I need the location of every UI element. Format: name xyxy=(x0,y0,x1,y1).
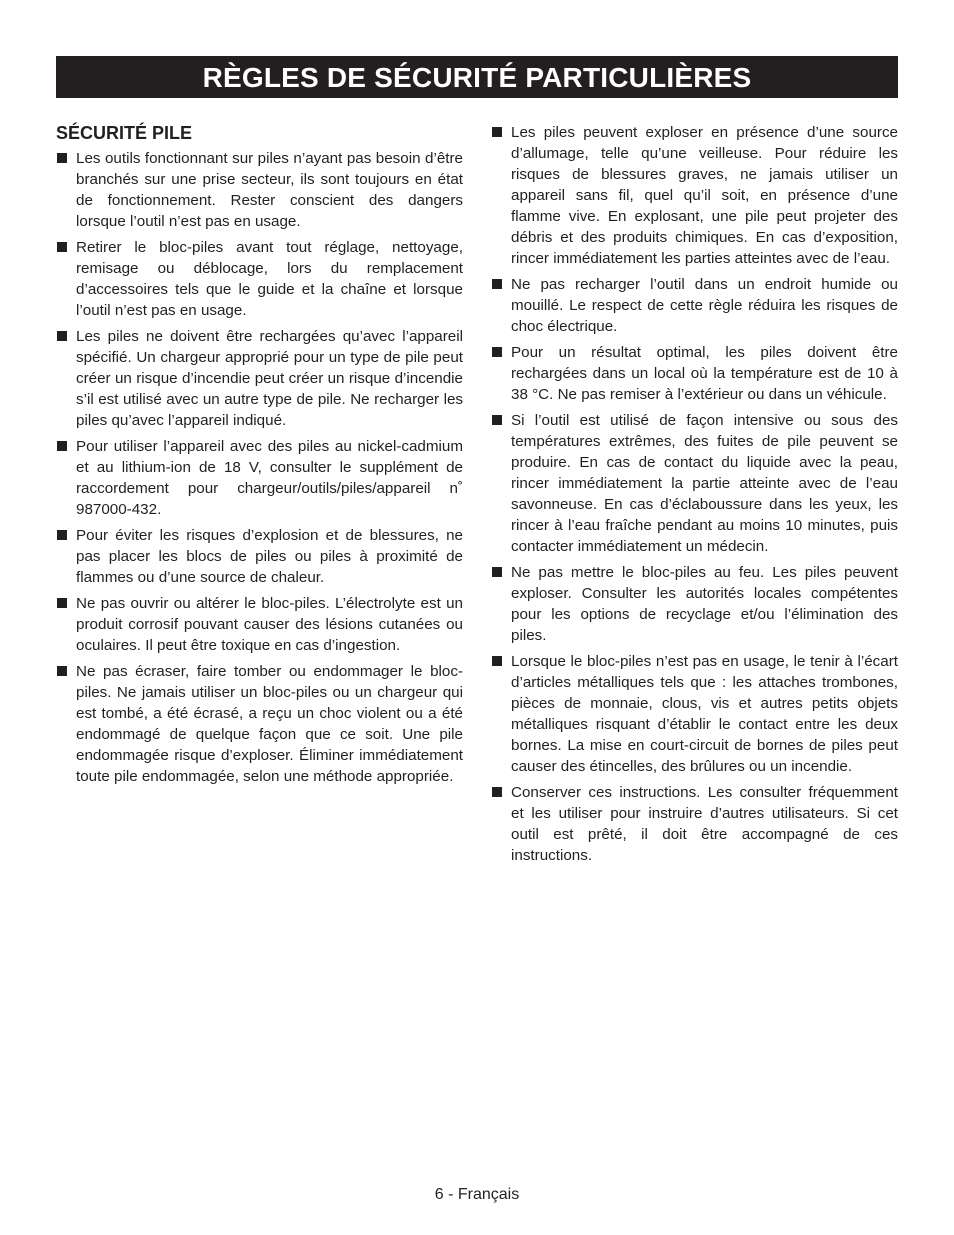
list-item xyxy=(491,410,898,557)
list-item-text: Les piles peuvent exploser en présence d’une source d’allumage, telle qu’une veilleuse. Pour réduire les risques de blessures graves, ne jamais utiliser un appareil sans fil, quel qu’il soit, en présence d’une flamme vive. En explosant, une pile peut projeter des débris et des produits chimiques. En cas d’exposition, rincer immédiatement les parties atteintes avec de l’eau. xyxy=(511,124,898,267)
title-bar xyxy=(56,56,898,98)
square-bullet-icon xyxy=(492,415,502,425)
square-bullet-icon xyxy=(492,567,502,577)
list-item-text: Ne pas écraser, faire tomber ou endommager le bloc-piles. Ne jamais utiliser un bloc-piles ou un chargeur qui est tombé, a été écrasé, a reçu un choc violent ou a été endommagé de quelque façon que ce soit. Une pile endommagée risque d’exploser. Éliminer immédiatement toute pile endommagée, selon une méthode appropriée. xyxy=(76,663,463,785)
list-item xyxy=(491,342,898,405)
right-bullet-list xyxy=(491,122,898,866)
page-number: 6 - Français xyxy=(434,1186,520,1203)
list-item-text: Retirer le bloc-piles avant tout réglage, nettoyage, remisage ou déblocage, lors du remplacement d’accessoires tels que le guide et la chaîne et lorsque l’outil n’est pas en usage. xyxy=(76,239,463,319)
left-bullet-list xyxy=(56,148,463,787)
section-heading: SÉCURITÉ PILE xyxy=(56,123,193,143)
list-item-text: Pour éviter les risques d’explosion et de blessures, ne pas placer les blocs de piles ou piles à proximité de flammes ou d’une source de chaleur. xyxy=(76,527,463,586)
list-item-text: Pour utiliser l’appareil avec des piles au nickel-cadmium et au lithium-ion de 18 V, consulter le supplément de raccordement pour chargeur/outils/piles/appareil n˚ 987000-432. xyxy=(76,438,463,518)
list-item xyxy=(491,562,898,646)
list-item xyxy=(56,326,463,431)
list-item-text: Ne pas ouvrir ou altérer le bloc-piles. L’électrolyte est un produit corrosif pouvant causer des lésions cutanées ou oculaires. Il peut être toxique en cas d’ingestion. xyxy=(76,595,463,654)
square-bullet-icon xyxy=(57,441,67,451)
list-item xyxy=(56,661,463,787)
list-item xyxy=(56,525,463,588)
square-bullet-icon xyxy=(57,331,67,341)
left-column xyxy=(56,121,463,792)
square-bullet-icon xyxy=(492,347,502,357)
list-item xyxy=(491,651,898,777)
square-bullet-icon xyxy=(57,598,67,608)
list-item-text: Les piles ne doivent être rechargées qu’avec l’appareil spécifié. Un chargeur approprié pour un type de pile peut créer un risque d’incendie peut créer un risque d’incendie s’il est utilisé avec un autre type de pile. Ne recharger les piles qu’avec l’appareil indiqué. xyxy=(76,328,463,429)
square-bullet-icon xyxy=(57,153,67,163)
list-item-text: Pour un résultat optimal, les piles doivent être rechargées dans un local où la température est de 10 à 38 °C. Ne pas remiser à l’extérieur ou dans un véhicule. xyxy=(511,344,898,403)
list-item xyxy=(491,122,898,269)
right-column xyxy=(491,122,898,871)
list-item xyxy=(56,436,463,520)
list-item-text: Si l’outil est utilisé de façon intensive ou sous des températures extrêmes, des fuites de pile peuvent se produire. En cas de contact du liquide avec la peau, rincer immédiatement la partie atteinte avec de l’eau savonneuse. En cas d’éclaboussure dans les yeux, les rincer à l’eau fraîche pendant au moins 10 minutes, puis contacter immédiatement un médecin. xyxy=(511,412,898,555)
list-item xyxy=(491,274,898,337)
list-item-text: Ne pas mettre le bloc-piles au feu. Les piles peuvent exploser. Consulter les autorités locales compétentes pour les options de recyclage et/ou l’élimination des piles. xyxy=(511,564,898,644)
list-item-text: Ne pas recharger l’outil dans un endroit humide ou mouillé. Le respect de cette règle réduira les risques de choc électrique. xyxy=(511,276,898,335)
square-bullet-icon xyxy=(492,656,502,666)
list-item xyxy=(56,593,463,656)
list-item-text: Les outils fonctionnant sur piles n’ayant pas besoin d’être branchés sur une prise secteur, ils sont toujours en état de fonctionnement. Rester conscient des dangers lorsque l’outil n’est pas en usage. xyxy=(76,150,463,230)
square-bullet-icon xyxy=(57,666,67,676)
square-bullet-icon xyxy=(492,279,502,289)
list-item-text: Lorsque le bloc-piles n’est pas en usage, le tenir à l’écart d’articles métalliques tels que : les attaches trombones, pièces de monnaie, clous, vis et autres petits objets métalliques risquant d’établir le contact entre les deux bornes. La mise en court-circuit de bornes de piles peut causer des étincelles, des brûlures ou un incendie. xyxy=(511,653,898,775)
page-title: RÈGLES DE SÉCURITÉ PARTICULIÈRES xyxy=(202,62,752,93)
square-bullet-icon xyxy=(492,787,502,797)
page-footer xyxy=(0,1185,954,1205)
square-bullet-icon xyxy=(57,242,67,252)
list-item xyxy=(56,237,463,321)
list-item xyxy=(56,148,463,232)
list-item-text: Conserver ces instructions. Les consulter fréquemment et les utiliser pour instruire d’autres utilisateurs. Si cet outil est prêté, il doit être accompagné de ces instructions. xyxy=(511,784,898,864)
square-bullet-icon xyxy=(57,530,67,540)
list-item xyxy=(491,782,898,866)
square-bullet-icon xyxy=(492,127,502,137)
